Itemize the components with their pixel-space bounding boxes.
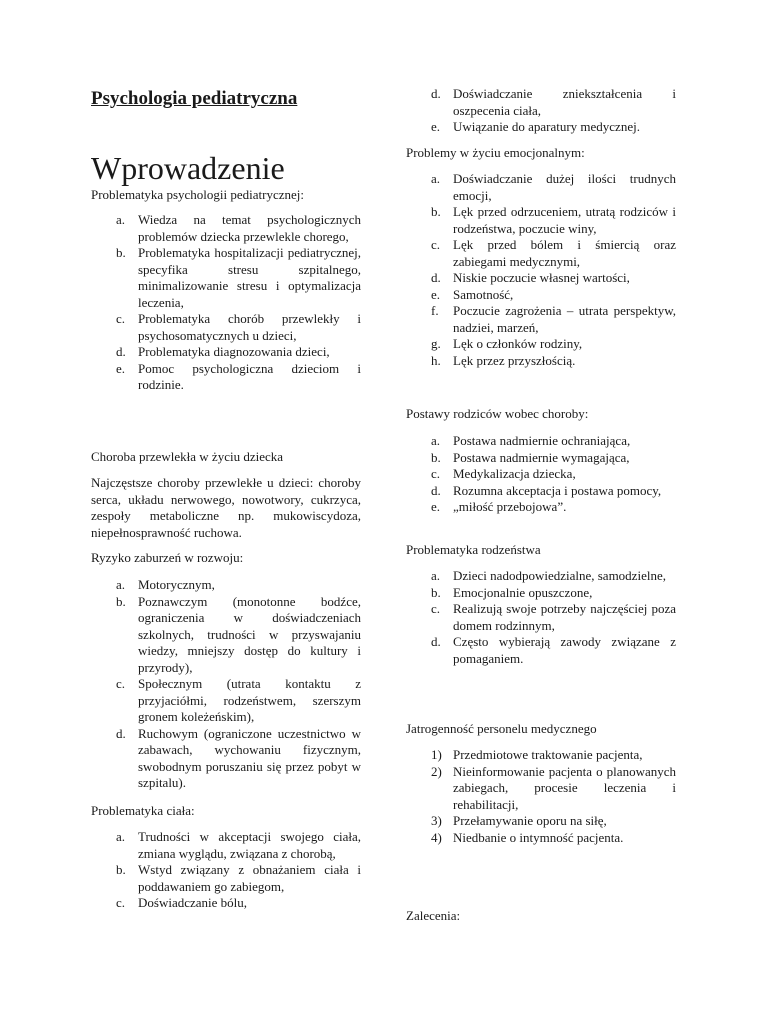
list-marker: b. (431, 584, 441, 600)
list-ryzyko (91, 577, 361, 792)
list-item (91, 829, 361, 862)
list-item (406, 433, 676, 450)
section-label-zalecenia: Zalecenia: (406, 908, 461, 923)
section-label-emocje: Problemy w życiu emocjonalnym: (406, 145, 585, 160)
list-marker: h. (431, 352, 441, 368)
list-item-text: Wiedza na temat psychologicznych problemów dziecka przewlekle chorego, (138, 212, 361, 244)
list-item (91, 245, 361, 311)
list-marker: a. (116, 212, 126, 227)
list-marker: c. (116, 311, 126, 326)
list-item-text: Doświadczanie dużej ilości trudnych emocji, (453, 171, 676, 203)
list-marker: e. (431, 119, 441, 134)
list-item-text: Postawa nadmiernie wymagająca, (453, 449, 630, 465)
list-item-text: Problematyka diagnozowania dzieci, (138, 344, 330, 359)
list-item (91, 212, 361, 245)
list-ciala-continued (406, 86, 676, 136)
list-item-text: Problematyka hospitalizacji pediatrycznej, specyfika stresu szpitalnego, minimalizowanie stresu i optymalizacja leczenia, (138, 245, 361, 310)
list-item (91, 726, 361, 792)
list-item-text: Przełamywanie oporu na siłę, (453, 813, 607, 828)
list-item (406, 764, 676, 814)
list-item (406, 450, 676, 467)
list-item-text: Wstyd związany z obnażaniem ciała i poddawaniem go zabiegom, (138, 862, 361, 894)
list-item-text: Poznawczym (monotonne bodźce, ograniczenia w doświadczeniach szkolnych, trudności w przyswajaniu wiedzy, mniejszy dostęp do kultury i przyrody), (138, 593, 361, 675)
list-item (91, 676, 361, 726)
list-item-text: Nieinformowanie pacjenta o planowanych zabiegach, procesie leczenia i rehabilitacji, (453, 763, 676, 812)
list-item-text: Ruchowym (ograniczone uczestnictwo w zabawach, wychowaniu fizycznym, swobodnym poruszaniu się przez pobyt w szpitalu). (138, 725, 361, 790)
list-item (406, 601, 676, 634)
document-title: Psychologia pediatryczna (91, 88, 298, 109)
list-marker: a. (116, 829, 126, 844)
list-marker: 3) (431, 813, 442, 828)
list-item (406, 270, 676, 287)
list-item (406, 353, 676, 370)
list-marker: c. (116, 895, 126, 910)
list-jatrogennosc (406, 747, 676, 846)
list-item (406, 483, 676, 500)
list-item (406, 466, 676, 483)
section-label-ciala: Problematyka ciała: (91, 803, 195, 818)
list-marker: b. (116, 862, 126, 877)
list-marker: 4) (431, 829, 442, 845)
list-problematyka (91, 212, 361, 394)
list-marker: e. (431, 286, 441, 302)
list-item (406, 634, 676, 667)
list-marker: d. (431, 270, 441, 285)
paragraph-choroby-przewlekle: Najczęstsze choroby przewlekłe u dzieci: choroby serca, układu nerwowego, nowotwory, cukrzyca, zespoły metaboliczne np. mukowiscydoza, niepełnosprawność ruchowa. (91, 475, 361, 540)
list-item (91, 862, 361, 895)
list-item-text: Doświadczanie bólu, (138, 895, 248, 910)
list-marker: a. (116, 577, 126, 592)
list-item (91, 344, 361, 361)
list-item-text: Niskie poczucie własnej wartości, (453, 270, 630, 285)
list-item-text: Lęk przed odrzuceniem, utratą rodziców i rodzeństwa, poczucie winy, (453, 204, 676, 236)
list-rodzenstwo (406, 568, 676, 667)
list-item-text: Uwiązanie do aparatury medycznej. (453, 119, 640, 134)
list-marker: b. (431, 449, 441, 465)
list-marker: d. (431, 634, 441, 649)
list-item (91, 895, 361, 912)
list-marker: b. (116, 245, 126, 260)
list-marker: a. (431, 568, 441, 583)
list-marker: e. (116, 360, 126, 376)
list-item-text: Motorycznym, (138, 577, 215, 592)
list-item (406, 171, 676, 204)
list-item-text: Samotność, (453, 286, 514, 302)
list-item (406, 237, 676, 270)
list-item-text: Doświadczanie zniekształcenia i oszpecenia ciała, (453, 86, 676, 118)
list-item-text: Społecznym (utrata kontaktu z przyjaciółmi, rodzeństwem, szerszym gronem koleżeńskim), (138, 676, 361, 724)
list-item (406, 568, 676, 585)
list-marker: g. (431, 336, 441, 351)
list-item (406, 830, 676, 847)
list-item (91, 361, 361, 394)
list-marker: b. (116, 593, 126, 609)
list-item-text: Lęk przed bólem i śmiercią oraz zabiegami medycznymi, (453, 237, 676, 269)
list-marker: c. (431, 466, 441, 481)
list-item (91, 577, 361, 594)
list-item-text: Realizują swoje potrzeby najczęściej poza domem rodzinnym, (453, 601, 676, 633)
list-item-text: Problematyka chorób przewlekły i psychosomatycznych u dzieci, (138, 311, 361, 343)
list-marker: f. (431, 303, 439, 318)
section-heading: Wprowadzenie (91, 150, 285, 186)
list-marker: a. (431, 433, 441, 448)
section-label-rodzenstwo: Problematyka rodzeństwa (406, 542, 541, 557)
list-item (406, 119, 676, 136)
list-item (91, 311, 361, 344)
list-marker: e. (431, 499, 441, 514)
list-marker: d. (431, 482, 441, 498)
list-item (406, 303, 676, 336)
list-item-text: Emocjonalnie opuszczone, (453, 584, 593, 600)
list-item-text: Często wybierają zawody związane z pomaganiem. (453, 634, 676, 666)
list-marker: d. (116, 344, 126, 359)
list-item (406, 336, 676, 353)
list-item-text: Trudności w akceptacji swojego ciała, zmiana wyglądu, związana z chorobą, (138, 829, 361, 861)
list-marker: c. (431, 601, 441, 616)
list-marker: d. (116, 725, 126, 741)
list-marker: a. (431, 171, 441, 186)
list-item (406, 813, 676, 830)
list-item (406, 287, 676, 304)
list-emocje (406, 171, 676, 369)
list-marker: b. (431, 204, 441, 219)
list-item (406, 499, 676, 516)
list-ciala (91, 829, 361, 912)
list-item-text: Niedbanie o intymność pacjenta. (453, 829, 624, 845)
list-item-text: Poczucie zagrożenia – utrata perspektyw, nadziei, marzeń, (453, 303, 676, 335)
list-item-text: Pomoc psychologiczna dzieciom i rodzinie. (138, 360, 361, 392)
list-item (91, 594, 361, 677)
list-item-text: Przedmiotowe traktowanie pacjenta, (453, 747, 643, 762)
section-label-postawy: Postawy rodziców wobec choroby: (406, 406, 589, 421)
list-item (406, 747, 676, 764)
list-item-text: Dzieci nadodpowiedzialne, samodzielne, (453, 568, 666, 583)
list-marker: c. (116, 676, 126, 691)
list-marker: c. (431, 237, 441, 252)
list-marker: 2) (431, 763, 442, 779)
list-postawy (406, 433, 676, 516)
list-item-text: Rozumna akceptacja i postawa pomocy, (453, 482, 662, 498)
list-item-text: Medykalizacja dziecka, (453, 466, 576, 481)
list-item-text: Lęk o członków rodziny, (453, 336, 583, 351)
list-item-text: Lęk przez przyszłością. (453, 352, 576, 368)
list-marker: 1) (431, 747, 442, 762)
list-item (406, 204, 676, 237)
list-item (406, 585, 676, 602)
section-label-problematyka: Problematyka psychologii pediatrycznej: (91, 187, 304, 202)
section-label-ryzyko: Ryzyko zaburzeń w rozwoju: (91, 550, 244, 565)
list-marker: d. (431, 86, 441, 101)
list-item-text: „miłość przebojowa”. (453, 499, 567, 514)
section-label-jatrogennosc: Jatrogenność personelu medycznego (406, 721, 597, 736)
section-label-choroba: Choroba przewlekła w życiu dziecka (91, 449, 284, 464)
list-item-text: Postawa nadmiernie ochraniająca, (453, 433, 631, 448)
list-item (406, 86, 676, 119)
